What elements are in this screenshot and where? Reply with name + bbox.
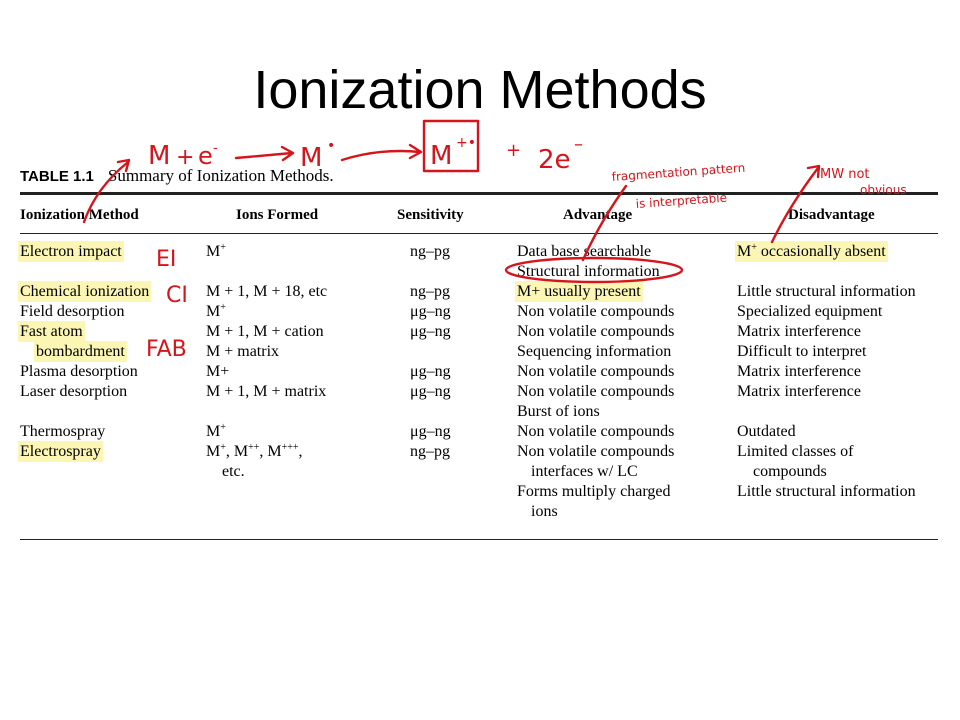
sensitivity: ng–pg [410,243,450,260]
ink-label-fab: FAB [146,337,187,362]
ions-formed: M + matrix [206,343,280,360]
table-row-laser-desorption-method: Laser desorption [20,383,128,400]
ink-m2-sup: • [327,138,336,154]
disadvantage: Matrix interference [737,323,861,340]
advantage: M+ usually present [517,283,641,300]
advantage: Data base searchable [517,243,652,260]
ink-2e: 2e [538,145,571,175]
table-bottom-rule [20,539,938,540]
disadvantage: Little structural information [737,283,916,300]
sensitivity: μg–ng [410,383,451,400]
header-ionization-method: Ionization Method [20,207,139,223]
advantage: Non volatile compounds [517,303,675,320]
table-row-thermospray-method: Thermospray [20,423,106,440]
ink-mw-note-2: obvious [860,183,907,197]
advantage: ions [531,503,558,520]
disadvantage: M+ occasionally absent [737,242,886,260]
ink-label-ei: EI [156,247,177,272]
advantage: Non volatile compounds [517,383,675,400]
header-ions-formed: Ions Formed [236,207,319,223]
advantage: Sequencing information [517,343,672,360]
ions-formed: M + 1, M + 18, etc [206,283,328,300]
ions-formed: M+ [206,363,230,380]
header-disadvantage: Disadvantage [788,207,875,223]
advantage: Forms multiply charged [517,483,671,500]
sensitivity: μg–ng [410,423,451,440]
ions-formed: M+ [206,422,226,440]
method-name: Chemical ionization [20,283,150,300]
table-row-chemical-ionization-method [20,282,151,302]
table-header-rule [20,233,938,234]
sensitivity: ng–pg [410,443,450,460]
ions-formed: M + 1, M + cation [206,323,324,340]
ink-arrow-2 [342,145,421,160]
ink-plus: + [176,145,195,170]
ions-formed: M+ [206,242,226,260]
header-sensitivity: Sensitivity [397,207,464,223]
advantage: Non volatile compounds [517,443,675,460]
table-row-electron-impact-method [20,242,124,262]
sensitivity: μg–ng [410,323,451,340]
advantage: Non volatile compounds [517,363,675,380]
ink-arrow-1 [236,147,293,160]
disadvantage: Specialized equipment [737,303,883,320]
ink-box [424,121,478,171]
slide-title: Ionization Methods [253,60,707,120]
table-row-fab-method-line2: bombardment [36,343,125,360]
advantage: interfaces w/ LC [531,463,638,480]
ink-fragmentation-note-1: fragmentation pattern [611,160,746,184]
ions-formed: M + 1, M + matrix [206,383,327,400]
ions-formed: M+, M++, M+++, [206,442,303,460]
ink-m2: M [300,143,323,173]
ink-e-sup: - [213,141,218,156]
advantage: Burst of ions [517,403,600,420]
ink-e: e [198,142,213,170]
sensitivity: μg–ng [410,363,451,380]
method-name: Electron impact [20,243,122,260]
disadvantage: Little structural information [737,483,916,500]
advantage: Structural information [517,263,660,280]
table-row-electrospray-method: Electrospray [20,443,101,460]
table-caption [20,166,334,186]
ions-formed: M+ [206,302,226,320]
table-row-fab-method-line1: Fast atom [20,323,83,340]
ink-m: M [148,141,171,171]
ink-plus2: + [506,140,522,161]
ink-boxed-sup: +• [456,135,476,151]
advantage: Non volatile compounds [517,423,675,440]
disadvantage: compounds [753,463,827,480]
table-top-rule [20,192,938,195]
ink-arrow-mw [772,166,819,242]
disadvantage: Difficult to interpret [737,343,867,360]
table-row-plasma-desorption-method: Plasma desorption [20,363,138,380]
ink-label-ci: CI [166,283,188,308]
disadvantage: Matrix interference [737,363,861,380]
table-caption-text: Summary of Ionization Methods. [107,166,334,185]
table-row-field-desorption-method: Field desorption [20,303,125,320]
disadvantage: Limited classes of [737,443,854,460]
advantage: Non volatile compounds [517,323,675,340]
disadvantage: Outdated [737,423,796,440]
ink-2e-sup: – [574,134,583,155]
ions-formed-line2: etc. [222,463,245,480]
sensitivity: μg–ng [410,303,451,320]
sensitivity: ng–pg [410,283,450,300]
ink-boxed-m: M [430,141,453,171]
header-advantage: Advantage [563,207,633,223]
ink-mw-note-1: MW not [820,167,870,182]
disadvantage: Matrix interference [737,383,861,400]
table-number: TABLE 1.1 [20,168,94,185]
ink-fragmentation-note-2: is interpretable [635,190,728,211]
